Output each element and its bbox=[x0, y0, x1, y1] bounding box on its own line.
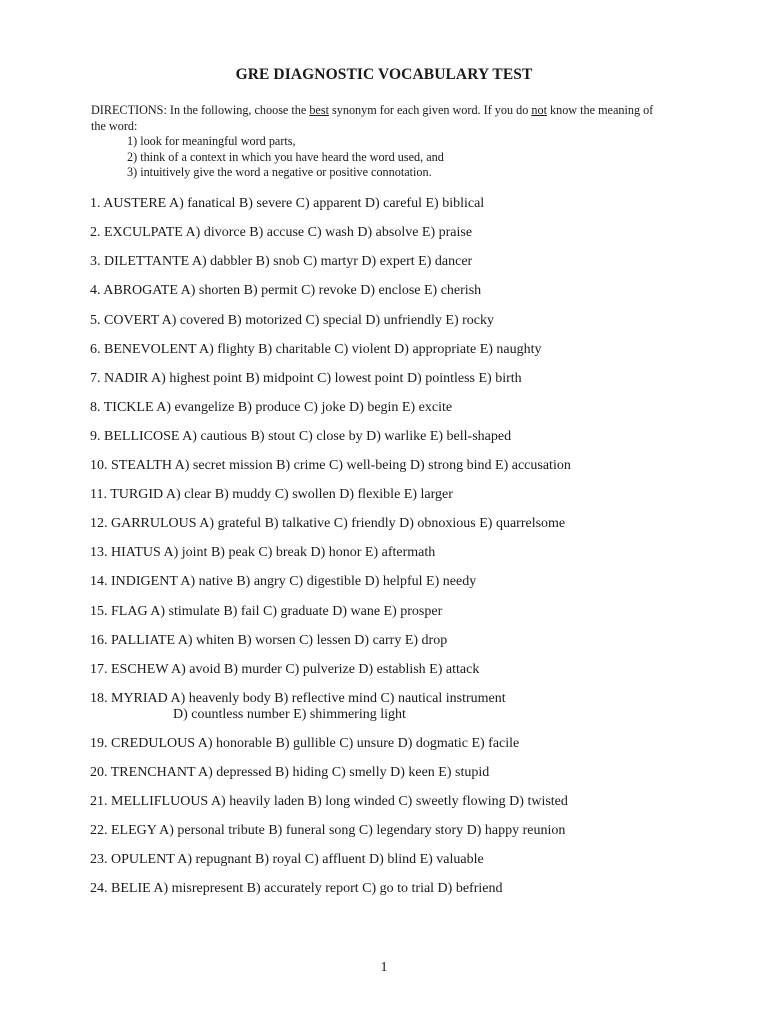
question-item bbox=[90, 516, 565, 532]
question-text: 15. FLAG A) stimulate B) fail C) graduate D) wane E) prosper bbox=[90, 604, 443, 619]
question-item bbox=[90, 765, 489, 781]
question-text: 20. TRENCHANT A) depressed B) hiding C) smelly D) keen E) stupid bbox=[90, 765, 490, 780]
question-text: 14. INDIGENT A) native B) angry C) digestible D) helpful E) needy bbox=[90, 574, 477, 589]
question-item bbox=[90, 283, 481, 299]
question-item bbox=[90, 881, 502, 897]
question-text-continued: D) countless number E) shimmering light bbox=[173, 707, 406, 722]
question-item bbox=[90, 400, 452, 416]
page-title: GRE DIAGNOSTIC VOCABULARY TEST bbox=[235, 66, 533, 83]
question-text: 5. COVERT A) covered B) motorized C) special D) unfriendly E) rocky bbox=[90, 313, 495, 328]
question-text: 12. GARRULOUS A) grateful B) talkative C) friendly D) obnoxious E) quarrelsome bbox=[90, 516, 566, 531]
directions-text: DIRECTIONS: In the following, choose the bbox=[91, 103, 310, 117]
question-item bbox=[90, 254, 472, 270]
question-text: 24. BELIE A) misrepresent B) accurately report C) go to trial D) befriend bbox=[90, 881, 503, 896]
directions-steps bbox=[127, 134, 444, 181]
question-item bbox=[90, 487, 453, 503]
question-item bbox=[90, 429, 511, 445]
question-item bbox=[90, 225, 472, 241]
question-text: 6. BENEVOLENT A) flighty B) charitable C) violent D) appropriate E) naughty bbox=[90, 342, 542, 357]
question-text: 11. TURGID A) clear B) muddy C) swollen D) flexible E) larger bbox=[90, 487, 453, 502]
directions-underline-not: not bbox=[531, 103, 547, 117]
question-text: 4. ABROGATE A) shorten B) permit C) revoke D) enclose E) cherish bbox=[90, 283, 482, 298]
directions-text: know the meaning of bbox=[546, 103, 654, 117]
question-item bbox=[90, 458, 571, 474]
question-text: 9. BELLICOSE A) cautious B) stout C) close by D) warlike E) bell-shaped bbox=[90, 429, 512, 444]
question-text: 22. ELEGY A) personal tribute B) funeral song C) legendary story D) happy reunion bbox=[90, 823, 566, 838]
question-item bbox=[90, 574, 476, 590]
question-text: 2. EXCULPATE A) divorce B) accuse C) wash D) absolve E) praise bbox=[90, 225, 473, 240]
question-text: 1. AUSTERE A) fanatical B) severe C) apparent D) careful E) biblical bbox=[90, 196, 485, 211]
directions-underline-best: best bbox=[309, 103, 329, 117]
question-item bbox=[90, 736, 519, 752]
question-text: 10. STEALTH A) secret mission B) crime C) well-being D) strong bind E) accusation bbox=[90, 458, 571, 473]
question-item bbox=[90, 342, 542, 358]
question-text: 7. NADIR A) highest point B) midpoint C) lowest point D) pointless E) birth bbox=[90, 371, 522, 386]
directions-step: 2) think of a context in which you have heard the word used, and bbox=[127, 149, 444, 164]
question-item bbox=[90, 545, 435, 561]
question-item bbox=[90, 662, 479, 678]
directions-line-1 bbox=[91, 103, 691, 119]
question-text: 23. OPULENT A) repugnant B) royal C) affluent D) blind E) valuable bbox=[90, 852, 484, 867]
directions-line-2: the word: bbox=[91, 118, 138, 133]
question-item bbox=[90, 604, 442, 620]
question-text: 13. HIATUS A) joint B) peak C) break D) honor E) aftermath bbox=[90, 545, 436, 560]
question-text: 8. TICKLE A) evangelize B) produce C) joke D) begin E) excite bbox=[90, 400, 453, 415]
question-text: 3. DILETTANTE A) dabbler B) snob C) martyr D) expert E) dancer bbox=[90, 254, 473, 269]
question-text: 19. CREDULOUS A) honorable B) gullible C) unsure D) dogmatic E) facile bbox=[90, 736, 520, 751]
question-text: 21. MELLIFLUOUS A) heavily laden B) long winded C) sweetly flowing D) twisted bbox=[90, 794, 568, 809]
directions-step: 3) intuitively give the word a negative or positive connotation. bbox=[127, 165, 432, 179]
question-item bbox=[90, 823, 565, 839]
directions bbox=[91, 103, 691, 134]
directions-step: 1) look for meaningful word parts, bbox=[127, 134, 296, 148]
question-item bbox=[90, 371, 522, 387]
question-item bbox=[90, 313, 494, 329]
page-number: 1 bbox=[380, 960, 388, 975]
question-text: 17. ESCHEW A) avoid B) murder C) pulverize D) establish E) attack bbox=[90, 662, 480, 677]
question-text: 18. MYRIAD A) heavenly body B) reflective mind C) nautical instrument bbox=[90, 691, 506, 706]
question-item bbox=[90, 852, 484, 868]
question-text: 16. PALLIATE A) whiten B) worsen C) lessen D) carry E) drop bbox=[90, 633, 448, 648]
question-item bbox=[90, 633, 447, 649]
directions-text: synonym for each given word. If you do bbox=[328, 103, 532, 117]
question-item bbox=[90, 196, 484, 212]
question-item bbox=[90, 691, 506, 723]
question-item bbox=[90, 794, 568, 810]
